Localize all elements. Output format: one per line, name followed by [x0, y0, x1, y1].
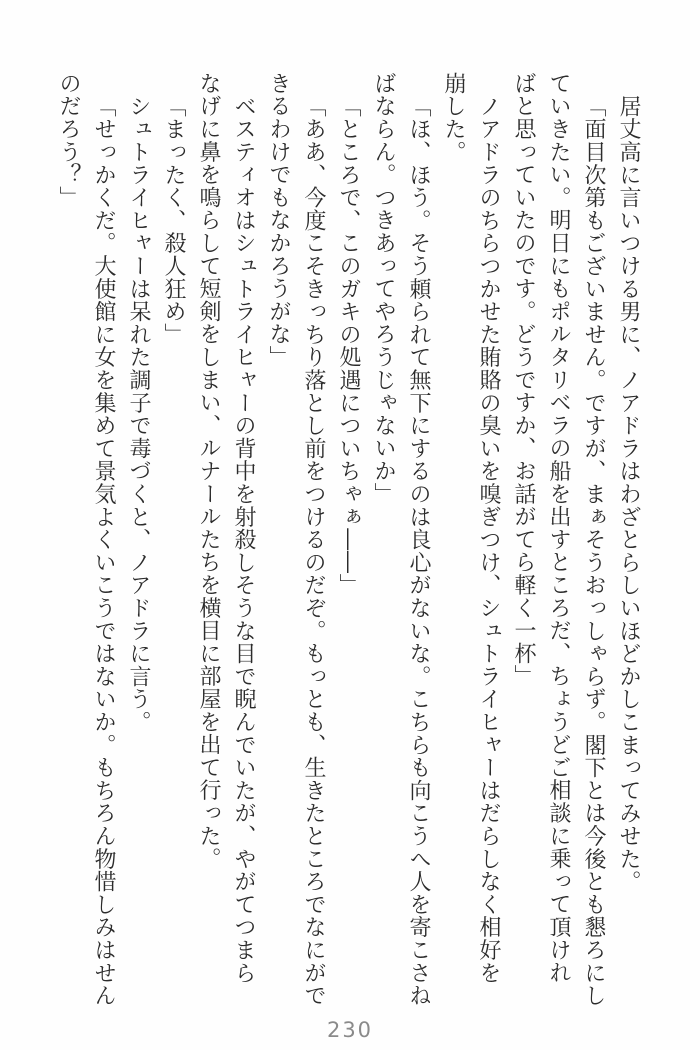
text-line: なげに鼻を鳴らして短剣をしまい、ルナールたちを横目に部屋を出て行った。	[196, 72, 221, 870]
page-number: 230	[326, 1018, 374, 1042]
text-line: きるわけでもなかろうがな」	[266, 72, 291, 369]
text-line: ばと思っていたのです。どうですか、お話がてら軽く一杯」	[511, 72, 536, 688]
text-columns	[51, 72, 646, 1012]
text-line: 崩した。	[441, 72, 466, 164]
text-line: ばならん。つきあってやろうじゃないか」	[371, 72, 396, 506]
text-line: 「ああ、今度こそきっちり落とし前をつけるのだぞ。もっとも、生きたところでなにがで	[301, 95, 326, 1007]
text-line: ベスティオはシュトライヒャーの背中を射殺しそうな目で睨んでいたが、やがてつまら	[231, 95, 256, 985]
text-line: 「まったく、殺人狂め」	[161, 95, 186, 346]
text-line: 「ところで、このガキの処遇についちゃぁ――」	[336, 95, 361, 597]
text-line: ノアドラのちらつかせた賄賂の臭いを嗅ぎつけ、シュトライヒャーはだらしなく相好を	[476, 95, 501, 985]
text-line: 居丈高に言いつける男に、ノアドラはわざとらしいほどかしこまってみせた。	[616, 95, 641, 893]
text-line: のだろう？」	[56, 72, 81, 209]
text-line: ていきたい。明日にもポルタリベラの船を出すところだ、ちょうどご相談に乗って頂けれ	[546, 72, 571, 984]
text-line: 「せっかくだ。大使館に女を集めて景気よくいこうではないか。もちろん物惜しみはせん	[91, 95, 116, 1007]
text-line: 「面目次第もございません。ですが、まぁそうおっしゃらず。閣下とは今後とも懇ろにし	[581, 95, 606, 1007]
text-line: シュトライヒャーは呆れた調子で毒づくと、ノアドラに言う。	[126, 95, 151, 734]
text-line: 「ほ、ほう。そう頼られて無下にするのは良心がないな。こちらも向こうへ人を寄こさね	[406, 95, 431, 1007]
